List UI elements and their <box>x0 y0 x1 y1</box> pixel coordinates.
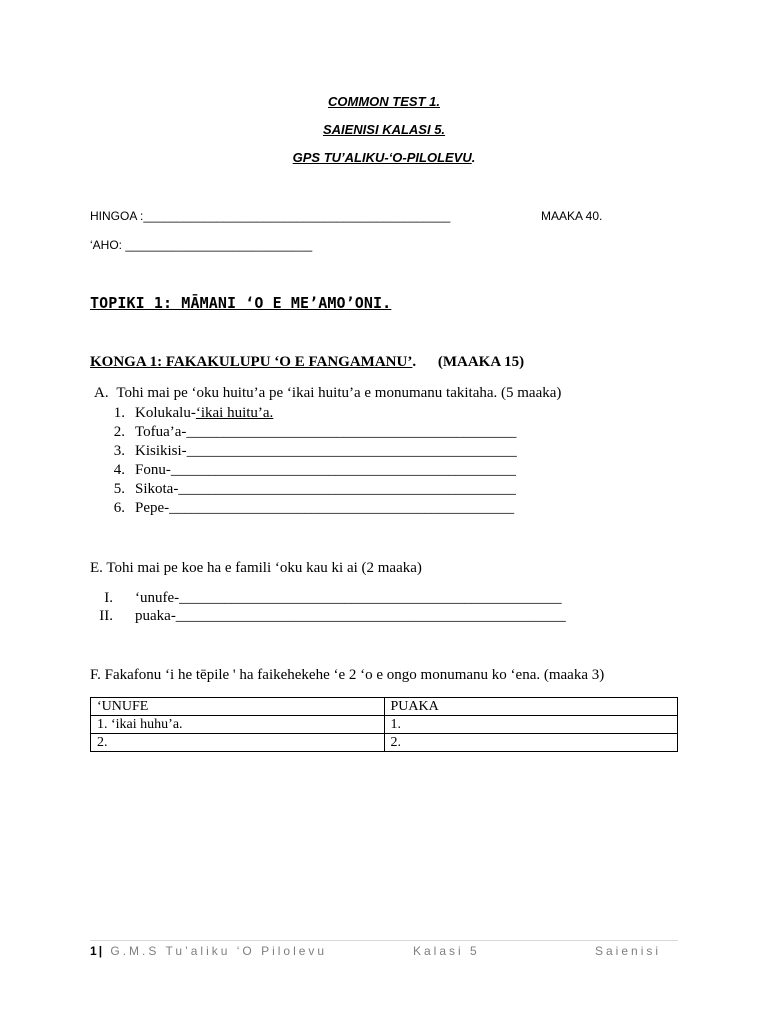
table-header-unufe: ‘UNUFE <box>91 698 385 716</box>
footer-separator: | <box>98 944 103 958</box>
school-title-text: GPS TU’ALIKU-‘O-PILOLEVU <box>292 150 472 165</box>
list-item-answer: ‘ikai huitu’a. <box>195 405 274 421</box>
topic-heading: TOPIKI 1: MĀMANI ‘O E ME’AMO’ONI. <box>90 294 392 312</box>
list-item-prefix: Sikota- <box>135 481 179 497</box>
list-item-number: 5. <box>113 481 125 497</box>
list-item[interactable] <box>95 405 273 422</box>
question-a <box>94 385 561 402</box>
list-item[interactable] <box>95 500 514 517</box>
section-title: KONGA 1: FAKAKULUPU ‘O E FANGAMANU’ <box>90 354 413 370</box>
list-item-prefix: Fonu- <box>135 462 171 478</box>
date-field[interactable]: ‘AHO: ____________________________ <box>90 238 313 252</box>
footer-left <box>90 944 327 958</box>
list-item-text: ‘unufe-___________________________________________________ <box>135 590 562 606</box>
question-e-text: E. Tohi mai pe koe ha e famili ‘oku kau ki ai (2 maaka) <box>90 560 422 576</box>
footer-subject: Saienisi <box>595 944 662 958</box>
list-item-prefix: Pepe- <box>135 500 170 516</box>
table-cell[interactable]: 2. <box>384 734 678 752</box>
question-a-text: Tohi mai pe ‘oku huitu’a pe ‘ikai huitu’a e monumanu takitaha. (5 maaka) <box>116 385 562 401</box>
list-item-answer: _____________________________________________ <box>178 481 516 497</box>
question-f-text: F. Fakafonu ‘i he tēpile ' ha faikehekehe ‘e 2 ‘o e ongo monumanu ko ‘ena. (maaka 3) <box>90 667 605 683</box>
list-item-number: 4. <box>113 462 125 478</box>
school-title <box>0 150 768 165</box>
list-item[interactable] <box>95 462 516 479</box>
list-item-text: puaka-____________________________________________________ <box>135 608 566 624</box>
table-cell[interactable]: 2. <box>91 734 385 752</box>
section-marks: (MAAKA 15) <box>437 354 525 370</box>
list-item-number: 3. <box>113 443 125 459</box>
page-number: 1 <box>90 944 97 958</box>
list-item-prefix: Kolukalu- <box>135 405 196 421</box>
table-row <box>91 734 678 752</box>
table-cell[interactable]: 1. <box>384 716 678 734</box>
footer-school: G.M.S Tu’aliku ‘O Pilolevu <box>110 944 328 958</box>
footer-divider <box>90 940 678 941</box>
list-item-answer: ____________________________________________ <box>186 424 517 440</box>
section-heading <box>90 354 524 371</box>
comparison-table <box>90 697 678 752</box>
list-item-answer: ______________________________________________ <box>169 500 515 516</box>
table-row <box>91 716 678 734</box>
table-header-row <box>91 698 678 716</box>
list-item-number: 2. <box>113 424 125 440</box>
list-item-number: I. <box>104 590 113 606</box>
school-title-suffix: . <box>471 150 476 165</box>
list-item-prefix: Kisikisi- <box>135 443 187 459</box>
footer-class: Kalasi 5 <box>413 944 480 958</box>
list-item-answer: ____________________________________________ <box>186 443 517 459</box>
list-item[interactable] <box>95 443 517 460</box>
section-title-suffix: . <box>412 354 417 370</box>
subject-title-text: SAIENISI KALASI 5. <box>322 122 446 137</box>
list-item-number: 6. <box>113 500 125 516</box>
test-title-text: COMMON TEST 1. <box>328 94 440 109</box>
list-item[interactable] <box>83 590 562 607</box>
list-item-number: 1. <box>113 405 125 421</box>
list-item[interactable] <box>95 424 516 441</box>
table-cell[interactable]: 1. ‘ikai huhu’a. <box>91 716 385 734</box>
test-title <box>0 94 768 109</box>
list-item[interactable] <box>83 608 566 625</box>
list-item[interactable] <box>95 481 516 498</box>
subject-title <box>0 122 768 137</box>
question-a-label: A. <box>94 385 109 401</box>
list-item-answer: ______________________________________________ <box>170 462 516 478</box>
table-header-puaka: PUAKA <box>384 698 678 716</box>
total-marks: MAAKA 40. <box>541 209 603 223</box>
list-item-number: II. <box>99 608 113 624</box>
list-item-prefix: Tofua’a- <box>135 424 187 440</box>
name-field[interactable]: HINGOA :______________________________________________ <box>90 209 451 223</box>
